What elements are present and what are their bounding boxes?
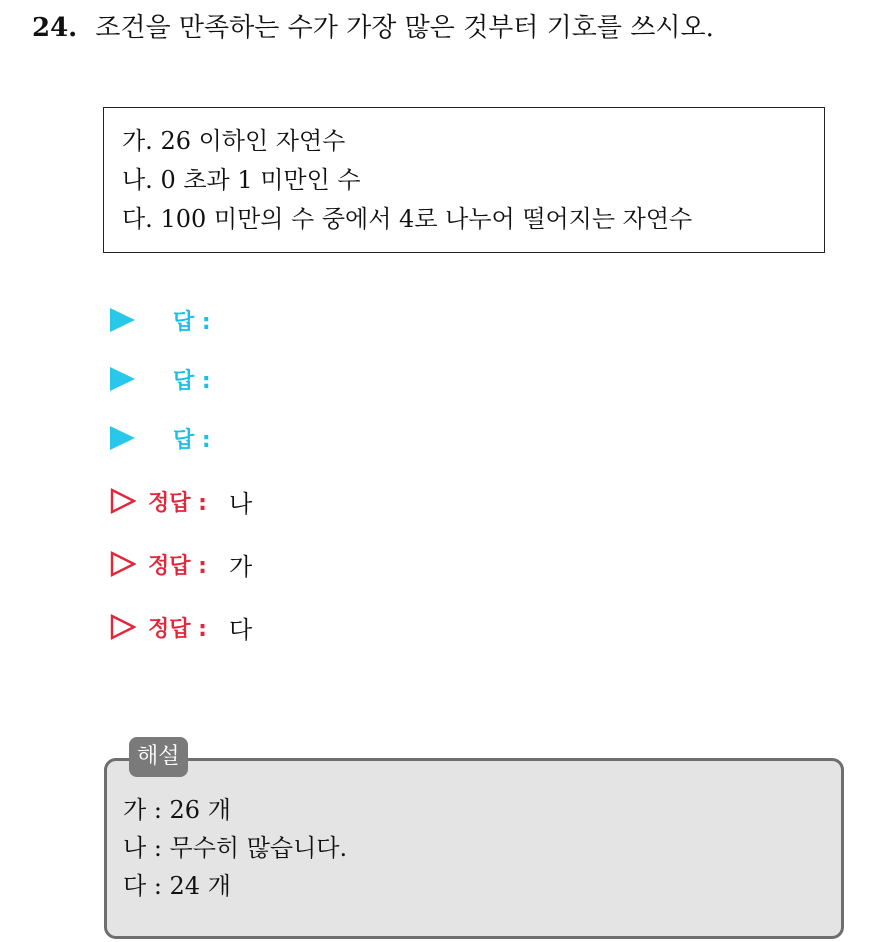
conditions-box <box>103 107 825 253</box>
solution-line <box>110 483 252 519</box>
answer-label: 답 : <box>173 368 211 394</box>
explanation-line: 나 : 무수히 많습니다. <box>123 834 348 862</box>
solution-value: 나 <box>228 489 253 518</box>
condition-item: 나. 0 초과 1 미만인 수 <box>122 166 361 194</box>
solution-value: 다 <box>228 615 253 644</box>
explanation-title: 해설 <box>129 737 188 777</box>
answer-line[interactable] <box>110 361 211 397</box>
solution-label: 정답 : <box>148 553 207 579</box>
condition-item: 가. 26 이하인 자연수 <box>122 127 346 155</box>
explanation-line: 다 : 24 개 <box>123 872 231 900</box>
explanation-line: 가 : 26 개 <box>123 796 231 824</box>
filled-right-triangle-icon <box>110 426 135 450</box>
answer-line[interactable] <box>110 420 211 456</box>
outline-right-triangle-icon <box>110 488 136 514</box>
filled-right-triangle-icon <box>110 308 135 332</box>
outline-right-triangle-icon <box>110 614 136 640</box>
question-heading <box>32 10 714 46</box>
solution-line <box>110 609 252 645</box>
solution-label: 정답 : <box>148 616 207 642</box>
question-number: 24. <box>32 13 78 43</box>
solution-line <box>110 546 252 582</box>
answer-label: 답 : <box>173 427 211 453</box>
condition-item: 다. 100 미만의 수 중에서 4로 나누어 떨어지는 자연수 <box>122 205 693 233</box>
outline-right-triangle-icon <box>110 551 136 577</box>
filled-right-triangle-icon <box>110 367 135 391</box>
solution-value: 가 <box>228 552 253 581</box>
solution-label: 정답 : <box>148 490 207 516</box>
explanation-box <box>104 758 844 939</box>
answer-line[interactable] <box>110 302 211 338</box>
question-text: 조건을 만족하는 수가 가장 많은 것부터 기호를 쓰시오. <box>95 13 714 43</box>
answer-label: 답 : <box>173 309 211 335</box>
